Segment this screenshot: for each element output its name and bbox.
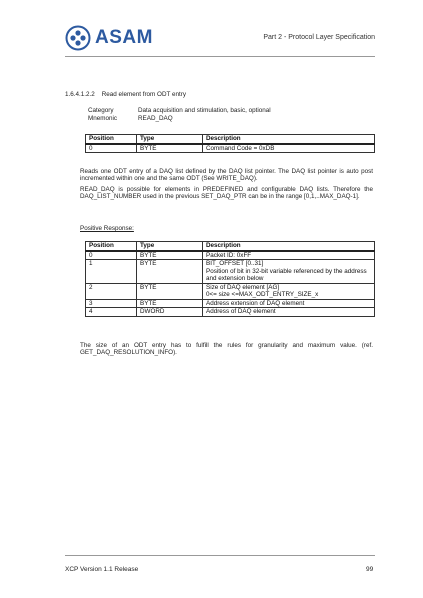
description-line: BIT_OFFSET [0..31] <box>206 260 264 267</box>
cell-position: 1 <box>86 260 137 284</box>
header-title: Part 2 - Protocol Layer Specification <box>263 34 375 41</box>
footer-divider <box>65 555 375 556</box>
cell-type: BYTE <box>137 260 203 284</box>
cell-description <box>203 308 375 317</box>
cell-position: 0 <box>86 144 137 153</box>
page-number: 99 <box>366 566 374 573</box>
logo-text: ASAM <box>95 27 153 48</box>
header-position: Position <box>86 135 137 144</box>
table-header-row <box>86 242 375 251</box>
cell-position: 0 <box>86 251 137 260</box>
command-meta <box>88 107 271 123</box>
table-row <box>86 299 375 308</box>
category-value: Data acquisition and stimulation, basic, optional <box>138 107 271 114</box>
cell-type: BYTE <box>137 299 203 308</box>
section-heading: 1.6.4.1.2.2 Read element from ODT entry <box>65 91 186 98</box>
mnemonic-key: Mnemonic <box>88 115 118 122</box>
header-description: Description <box>203 242 375 251</box>
description-line: Address of DAQ element <box>206 308 276 315</box>
cell-description <box>203 283 375 299</box>
table-row <box>86 260 375 284</box>
table-row <box>86 283 375 299</box>
category-key: Category <box>88 107 114 114</box>
description-line: Size of DAQ element [AG] <box>206 283 280 291</box>
paragraph-description: Reads one ODT entry of a DAQ list defined by the DAQ list pointer. The DAQ list pointer is auto post incremented within one and the same ODT (See WRITE_DAQ). <box>80 168 373 183</box>
footer-version: XCP Version 1.1 Release <box>65 566 139 573</box>
cell-type: BYTE <box>137 144 203 153</box>
cell-position: 3 <box>86 299 137 308</box>
cell-description <box>203 299 375 308</box>
header-position: Position <box>86 242 137 251</box>
table-row <box>86 308 375 317</box>
page-header <box>65 24 375 54</box>
description-line: 0<= size <=MAX_ODT_ENTRY_SIZE_x <box>206 291 319 298</box>
table-row <box>86 251 375 260</box>
positive-response-table <box>85 241 375 317</box>
table-header-row <box>86 135 375 144</box>
asam-logo <box>65 24 153 52</box>
cell-description <box>203 260 375 284</box>
category-row <box>88 107 271 115</box>
header-type: Type <box>137 242 203 251</box>
description-line: Packet ID: 0xFF <box>206 251 252 259</box>
cell-type: BYTE <box>137 283 203 299</box>
description-line: Position of bit in 32-bit variable referenced by the address and extension below <box>206 267 367 282</box>
cell-position: 4 <box>86 308 137 317</box>
mnemonic-value: READ_DAQ <box>138 115 173 122</box>
cell-type: DWORD <box>137 308 203 317</box>
cell-position: 2 <box>86 283 137 299</box>
header-divider <box>65 56 375 57</box>
command-table <box>85 134 375 153</box>
paragraph-odt-size: The size of an ODT entry has to fulfill the rules for granularity and maximum value. (ref. GET_DAQ_RESOLUTION_INFO). <box>80 342 373 357</box>
asam-logo-icon <box>65 25 91 51</box>
mnemonic-row <box>88 115 271 123</box>
description-line: Address extension of DAQ element <box>206 299 305 307</box>
paragraph-predefined: READ_DAQ is possible for elements in PREDEFINED and configurable DAQ lists. Therefore the DAQ_LIST_NUMBER used in the previous SET_DAQ_PTR can be in the range [0,1,..MAX_DAQ-1]. <box>80 186 373 201</box>
cell-type: BYTE <box>137 251 203 260</box>
cell-description <box>203 251 375 260</box>
header-description: Description <box>203 135 375 144</box>
cell-description: Command Code = 0xDB <box>203 144 375 153</box>
table-row <box>86 144 375 153</box>
positive-response-label: Positive Response: <box>80 225 134 232</box>
header-type: Type <box>137 135 203 144</box>
